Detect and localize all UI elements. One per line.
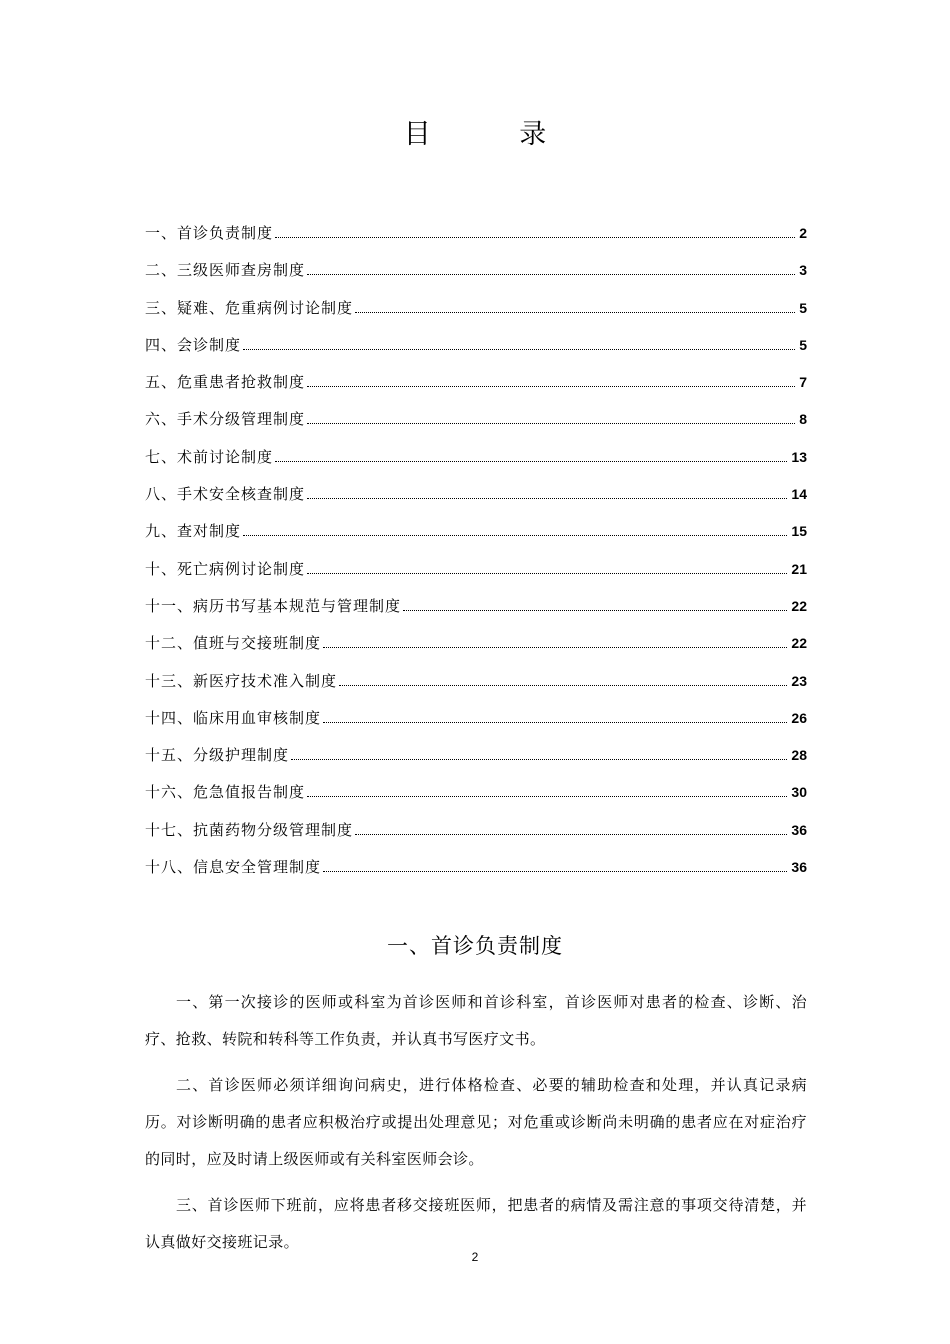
toc-dot-leader [403,609,787,611]
toc-entry-page: 28 [791,747,807,764]
toc-entry-page: 5 [799,299,807,316]
toc-entry-label: 三、疑难、危重病例讨论制度 [145,298,354,317]
page-number: 2 [471,1250,479,1264]
toc-dot-leader [355,833,787,835]
toc-entry[interactable] [145,632,807,669]
toc-dot-leader [323,721,787,723]
toc-entry-page: 22 [791,597,807,614]
toc-dot-leader [243,534,787,536]
toc-dot-leader [307,497,787,499]
toc-entry-page: 36 [791,859,807,876]
toc-entry[interactable] [145,856,807,893]
toc-entry-label: 七、术前讨论制度 [145,447,274,466]
body-paragraph: 一、第一次接诊的医师或科室为首诊医师和首诊科室，首诊医师对患者的检查、诊断、治疗、抢救、转院和转科等工作负责，并认真书写医疗文书。 [145,993,807,1048]
toc-entry[interactable] [145,334,807,371]
toc-entry-page: 15 [791,523,807,540]
toc-entry-page: 36 [791,821,807,838]
toc-entry[interactable] [145,819,807,856]
toc-entry-page: 26 [791,709,807,726]
toc-entry[interactable] [145,707,807,744]
toc-dot-leader [307,795,787,797]
toc-entry-page: 23 [791,672,807,689]
toc-dot-leader [275,236,795,238]
toc-dot-leader [307,273,795,275]
toc-dot-leader [275,460,787,462]
body-paragraph: 二、首诊医师必须详细询问病史，进行体格检查、必要的辅助检查和处理，并认真记录病历。对诊断明确的患者应积极治疗或提出处理意见；对危重或诊断尚未明确的患者应在对症治疗的同时，应及时请上级医师或有关科室医师会诊。 [145,1076,807,1168]
toc-entry[interactable] [145,670,807,707]
toc-entry-label: 四、会诊制度 [145,335,242,354]
toc-entry-label: 一、首诊负责制度 [145,224,274,242]
toc-entry-label: 二、三级医师查房制度 [145,261,306,280]
toc-entry[interactable] [145,558,807,595]
toc-entry[interactable] [145,408,807,445]
toc-entry-label: 五、危重患者抢救制度 [145,373,306,392]
toc-entry[interactable] [145,259,807,296]
toc-entry[interactable] [145,483,807,520]
toc-entry-label: 十五、分级护理制度 [145,746,290,765]
toc-entry[interactable] [145,520,807,557]
toc-dot-leader [339,684,787,686]
toc-entry-label: 十四、临床用血审核制度 [145,708,322,727]
toc-entry[interactable] [145,781,807,818]
toc-entry-label: 九、查对制度 [145,522,242,541]
toc-entry-label: 十二、值班与交接班制度 [145,634,322,653]
toc-entry[interactable] [145,297,807,334]
toc-title: 目 录 [403,119,587,150]
toc-dot-leader [323,870,787,872]
toc-entry-label: 十六、危急值报告制度 [145,783,306,802]
toc-entry-page: 21 [791,560,807,577]
toc-entry-label: 八、手术安全核查制度 [145,485,306,504]
toc-entry-page: 5 [799,336,807,353]
toc-entry-label: 十、死亡病例讨论制度 [145,559,306,578]
toc-dot-leader [355,311,795,313]
section-body [145,984,807,1270]
section-heading: 一、首诊负责制度 [387,934,563,958]
toc-entry-label: 十三、新医疗技术准入制度 [145,671,338,690]
toc-dot-leader [307,422,795,424]
toc-entry-page: 7 [799,374,807,391]
toc-entry-page: 30 [791,784,807,801]
toc-entry[interactable] [145,744,807,781]
toc-dot-leader [323,646,787,648]
toc-dot-leader [307,572,787,574]
toc-entry[interactable] [145,446,807,483]
toc-dot-leader [307,385,795,387]
toc-entry-page: 2 [799,225,807,241]
toc-entry-page: 8 [799,411,807,428]
toc-entry-page: 14 [791,486,807,503]
toc-entry-label: 六、手术分级管理制度 [145,410,306,429]
toc-entry[interactable] [145,222,807,259]
toc-entry-label: 十八、信息安全管理制度 [145,858,322,877]
toc-entry-page: 3 [799,262,807,279]
toc-entry[interactable] [145,371,807,408]
toc-entry-label: 十七、抗菌药物分级管理制度 [145,820,354,839]
body-paragraph: 三、首诊医师下班前，应将患者移交接班医师，把患者的病情及需注意的事项交待清楚，并认真做好交接班记录。 [145,1196,807,1251]
toc-entry-page: 22 [791,635,807,652]
toc-dot-leader [243,348,795,350]
table-of-contents [145,222,807,893]
toc-entry[interactable] [145,595,807,632]
toc-dot-leader [291,758,787,760]
toc-entry-label: 十一、病历书写基本规范与管理制度 [145,596,402,615]
toc-entry-page: 13 [791,448,807,465]
